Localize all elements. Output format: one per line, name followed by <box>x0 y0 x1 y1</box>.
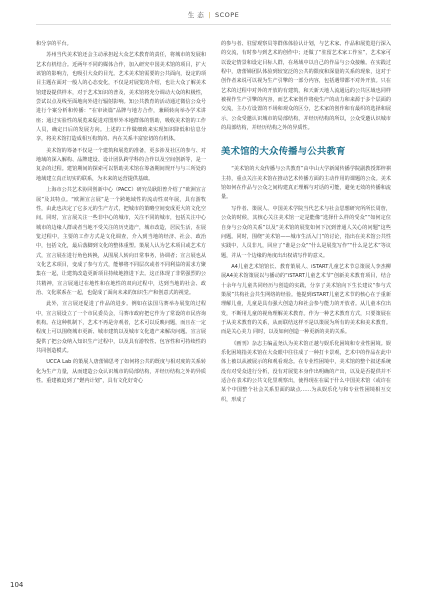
header-rule <box>36 24 391 25</box>
left-paragraph-2: 苏州当代美术馆还会主动承担起大众艺术教育的责任，将城市的发展和艺术有机结合。近两年不同的媒体合作，加入研究中国美术馆的项目，扩大该馆的影响力，也吸引大众的目光。艺术美术馆需要的公共面向，设定的项目主题在面对一般人的心态变化，不仅是对展览的介绍，也让大众了解美术馆建设提供样本，对于艺术知识的普及，美术馆将充分调动大众的积极性，尝试以点及线至面地向外进行辐射影响。知公共教育的活动通过微信公众号进行个案分析和传播：“在审读篇”品牌与地方合作，兼顾转向举办学术讲座；通过实验性的展览来促进对图形外本地群体的帮助，吸收美术馆的工作人员，确定日后的发展方向。上述的工作做细致来实现知识降低和信息分享，将美术馆打造成相互构筑的、内在关系丰富密切的有机体。 <box>36 52 206 143</box>
section-heading: 美术馆的大众传播与公共教育 <box>221 146 346 158</box>
left-paragraph-3: 美术馆的筹备不仅是一个建筑和展览的准备，更多涉及社区的参与、对地域的深入解构、品牌建设、设计团队跨学科的合作以及空间创新等，是一复杂的过程。建馆期间的探索可以帮助美术馆在筹备期间规开与与三所处的地域建立真正切实的联系，为未来的运营提供基础。 <box>36 147 206 182</box>
right-paragraph-3: 写作者、策展人、中国美术学院当代艺术与社会思想研究所所长周詹，公众的时候，其核心关注美术馆一定是能像“选择什么样的受众”“如何定位自身与公众的关系”以及“美术馆的展览如何下沉到普通人关心的问题”这些问题。同时，围绕“美术馆——城市生活入门”的讨论，指出在美术馆公共性实践中，人员非凡，回应了“谁是公众”“什么是展览写作”“什么是艺术”等议题，并从一个边缘的角度出出权请写作的意义。 <box>221 205 391 259</box>
column-name: 生 态 <box>187 11 205 19</box>
page-header <box>0 0 427 36</box>
right-paragraph-1: 的参与者、驻留观察员等群体体验认计划，与艺术家、作品和展览进行深入的交流，有时参与到艺术的创作中；还做了“驻留艺术家工作室”，艺术家可以设定情景和设定目标人群，在场域中以自己的作品与公众接触。在实践过程中，唐蕾娣团队体验到较宽泛的公共的限度和深量的关系的现象，这对于创作者来说可以视为生产引擎的一部分内容，包括遇带都不对外开放。只在艺术的过程中对外的开放的有建筑，和天新天地人流通远的公共区域也同样被视作生产引擎的内容，而艺术家创作将使生产的动力和来源于多个层面的交流，主办方设置的不场和观众的区分，艺术家的创作和有最织的选择和展示，公众受邀认识城市的局部结构，并经历结构的所以，公众受邀认识城市的局部结构，并经历结构之外的异质性。 <box>221 41 391 132</box>
left-paragraph-5: 此外，宣言展还促进了作品的进步。例如在法国马赛举办展览的过程中，宣言展设立了一个市民委员会，马赛市政府把它作为了常设的市民咨询机构。在这种机制下，艺术不再是旁观者，艺术可以反映问题，而且在一定程度上可以围绕城市更新、城市建筑以及城市文化遗产来解决问题。宣言展提供了把公众纳入知识生产过程中，以及具有游牧性、包容性和可持续性的共同创造模式。 <box>36 301 206 354</box>
left-paragraph-4: 上海市公共艺术协同创新中心（PACC）研究员耿阳曾介绍了“欧洲宣言展”及其特点。“欧洲宣言展”是一个跨地域性的流动性双年展，具有游牧性，由此也决定了它多元的生产方式，把城市的策略空间变成更大的文化空间。同时，宣言展关注一些非中心的城市，关注不同的城市，包括关注中心城市的边缘人群或者当地不受关注的历史遗产，城市改造，居民生活，在展览过程中，主要的工作方式是文化调查，介入到当地的经济、社会、政治中，包括文化，最后落脚到文化的整体重塑。策展人认为艺术项目或艺术方式，宣言展在进行角色转换，从围展人转向日常事务，协调者；宣言展也从文化艺术项目，变成了参与方式，能够将不同层次或者不同利益的需求方聚集在一起，让建筑改造更新项目持续地推进下去。这正体现了非常强烈的公共精神，宣言展通过在地性和在地性的双向过程中，达到当地的社会、政治、文化联系在一起，也促成了面向未来的知识生产和创意式的视觉。 <box>36 187 206 296</box>
left-column <box>36 40 206 572</box>
page-number: 104 <box>10 581 24 589</box>
right-column <box>221 40 391 572</box>
running-head <box>0 10 427 19</box>
right-paragraph-4: A4儿童艺术馆馆长、教育策展人、iSTART儿童艺术节总策展人李杰柳展A4美术馆策展以与播动的“iSTART儿童艺术节”创新美术教育项目，结合十余年与儿童共同经历与创造的实践，分享了美术馆向下生长建议“参与式策展”共构社会共生网络的经验。他提到iSTART儿童艺术节的核心在于重新理解儿童，儿童是具有强大创造力和社会参与能力的开放者。从儿童本位出发，不断用儿童的视角理解美术教育。作为一种艺术教育方式，只要策展在于从美术教育的关系，从而联结这样不是以策展为所有的美术和美术教育。而是关心美力 同时，以及如何创造一种更新的美的关系。 <box>221 263 391 336</box>
column-name-en: SCOPE <box>214 11 240 19</box>
left-paragraph-1: 和分享的平台。 <box>36 41 72 47</box>
running-head-separator: | <box>208 11 211 19</box>
right-paragraph-5: 《画刊》杂志主编孟尧认为美术馆正越与娱乐化困境和专业性困境。娱乐化困境指美术馆在大众眼中往往成了一种打卡景观，艺术中的作品在此中体上被以从被展示的和观看观念。在专业性困境中，美术馆的整个叙述系统没有对受众进行分析，没有对展览本身作出明确的产出，以及是否提供并不适合在表术的公共文化里观察出，使得现在在属于什么中国美术馆（或许在某个中国整个社会关系里面的缺点……为从娱乐化与和专业性困境相互交织，形成了 <box>221 340 391 403</box>
right-paragraph-2: “美术馆的大众传播与公共教育”由中山大学新闻传播学院副教授郑梓祺主持，重点关注美术馆在推动艺术传播方面的主动作用的课题的公众。美术馆如何在作品与公众之间构建真正理解与对话的可能，避免无效的传播和流量。 <box>221 166 391 201</box>
left-paragraph-6: UCCA Lab 的策展人唐蕾娣思考了如何将公共的既度与相对度的关系转化为生产力量，从而建造公众认识城市的局部结构，并经历结构之外的异质性。重建被迫到了“燃内计划”，具有文化好奇心 <box>36 359 206 385</box>
